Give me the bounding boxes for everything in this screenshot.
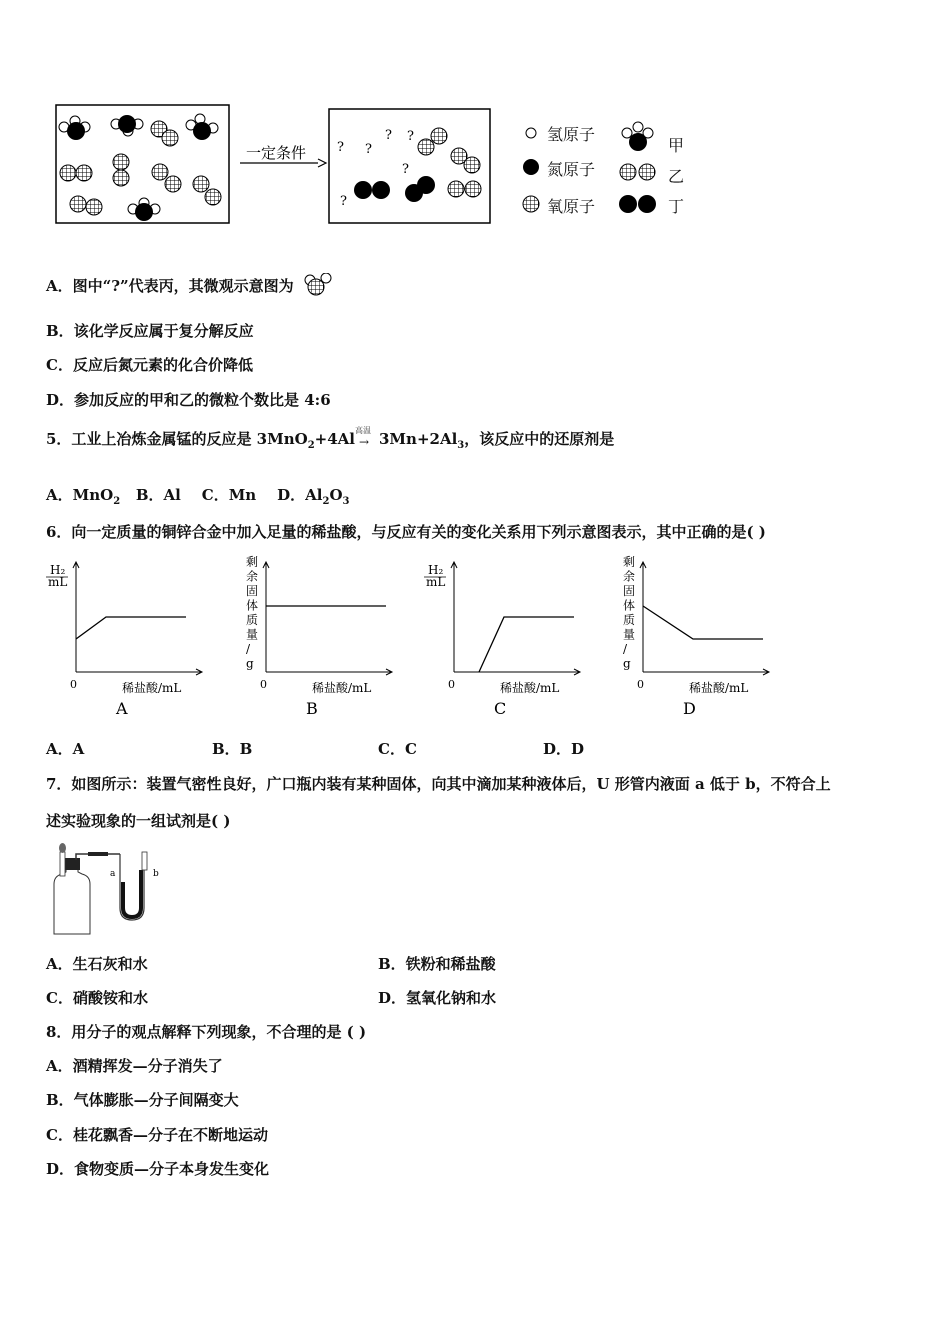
y-axis-label: H₂ mL xyxy=(426,563,446,589)
yi-molecule xyxy=(451,148,480,173)
origin-label: 0 xyxy=(637,678,644,691)
q6-charts xyxy=(40,552,780,722)
legend-ding: 丁 xyxy=(668,197,685,216)
q6-option-a: A．A xyxy=(46,740,85,758)
yi-molecule xyxy=(448,181,481,197)
dropper xyxy=(60,852,65,876)
yi-molecule xyxy=(70,196,102,215)
y-axis-label: 剩余固体质量/ g xyxy=(246,555,259,671)
q8-option-d: D．食物变质—分子本身发生变化 xyxy=(46,1160,270,1178)
data-line xyxy=(76,617,186,639)
q8-option-c: C．桂花飘香—分子在不断地运动 xyxy=(46,1126,268,1144)
q6-option-c: C．C xyxy=(378,740,417,758)
ding-molecule xyxy=(405,176,435,202)
yi-molecule xyxy=(113,154,129,186)
legend-oxygen: 氧原子 xyxy=(547,197,596,216)
oxygen-atom-legend xyxy=(523,196,539,212)
reaction-diagram xyxy=(50,100,700,230)
q7-option-b: B．铁粉和稀盐酸 xyxy=(378,955,496,973)
reaction-arrow-icon: → xyxy=(359,435,370,449)
q7-option-d: D．氢氧化钠和水 xyxy=(378,989,497,1007)
q8-option-a: A．酒精挥发—分子消失了 xyxy=(46,1057,223,1075)
q7-option-c: C．硝酸铵和水 xyxy=(46,989,148,1007)
nitrogen-atom-legend xyxy=(523,159,539,175)
dropper-bulb xyxy=(59,843,66,853)
yi-molecule xyxy=(60,165,92,181)
chart-title: A xyxy=(116,699,128,718)
jia-molecule xyxy=(111,115,143,136)
label-b: b xyxy=(153,869,159,879)
chart-title: D xyxy=(683,699,696,718)
y-axis-label: 剩余固体质量/ g xyxy=(623,555,636,671)
unknown-mark: ? xyxy=(407,129,414,144)
q7-stem-line2: 述实验现象的一组试剂是( ) xyxy=(46,812,231,830)
data-line xyxy=(479,617,574,672)
q5-option-b: B．Al xyxy=(135,486,181,504)
flask xyxy=(54,866,90,934)
q5-options xyxy=(46,484,349,507)
data-line xyxy=(643,606,763,639)
u-tube-liquid xyxy=(123,870,141,917)
label-a: a xyxy=(110,869,116,879)
q6-stem: 6．向一定质量的铜锌合金中加入足量的稀盐酸，与反应有关的变化关系用下列示意图表示，其中正确的是( ) xyxy=(46,523,766,541)
jia-molecule xyxy=(59,116,90,140)
hydrogen-atom-legend xyxy=(526,128,536,138)
q6-option-d: D．D xyxy=(543,740,585,758)
q6-option-b: B．B xyxy=(212,740,253,758)
q4-option-a: A．图中“?”代表丙，其微观示意图为 xyxy=(46,273,335,297)
origin-label: 0 xyxy=(448,678,455,691)
yi-molecule xyxy=(418,128,447,155)
q7-stem-line1: 7．如图所示：装置气密性良好，广口瓶内装有某种固体，向其中滴加某种液体后，U 形管内液面 a 低于 b，不符合上 xyxy=(46,775,831,793)
q8-option-b: B．气体膨胀—分子间隔变大 xyxy=(46,1091,239,1109)
origin-label: 0 xyxy=(260,678,267,691)
q5-option-c: C．Mn xyxy=(201,486,257,504)
q4-option-d: D．参加反应的甲和乙的微粒个数比是 4:6 xyxy=(46,391,331,409)
chart-title: B xyxy=(306,699,318,718)
y-axis-label: H₂ mL xyxy=(48,563,68,589)
ding-legend-molecule xyxy=(619,195,656,213)
chart-title: C xyxy=(494,699,507,718)
x-axis-label: 稀盐酸/mL xyxy=(689,681,749,695)
condition-label: 高温 xyxy=(355,426,371,435)
jia-molecule xyxy=(186,114,218,140)
q4-option-c: C．反应后氮元素的化合价降低 xyxy=(46,356,253,374)
legend-hydrogen: 氢原子 xyxy=(547,125,596,144)
x-axis-label: 稀盐酸/mL xyxy=(312,681,372,695)
jia-molecule xyxy=(128,198,160,221)
ding-molecule xyxy=(354,181,390,199)
yi-molecule xyxy=(151,121,178,146)
x-axis-label: 稀盐酸/mL xyxy=(122,681,182,695)
apparatus-diagram xyxy=(44,842,174,940)
unknown-mark: ? xyxy=(385,128,392,143)
jia-legend-molecule xyxy=(622,122,653,151)
yi-molecule xyxy=(152,164,181,192)
unknown-mark: ? xyxy=(340,194,347,209)
bing-molecule-icon xyxy=(299,273,335,297)
arrow-label: 一定条件 xyxy=(246,144,307,162)
q5-stem: 5．工业上冶炼金属锰的反应是 3MnO$_2$+4Al 高温 → $3Mn+2Al_3$，该反应中的还原剂是 xyxy=(46,426,615,451)
q8-stem: 8．用分子的观点解释下列现象，不合理的是 ( ) xyxy=(46,1023,367,1041)
legend-yi: 乙 xyxy=(668,167,685,186)
yi-molecule xyxy=(193,176,221,205)
origin-label: 0 xyxy=(70,678,77,691)
q7-option-a: A．生石灰和水 xyxy=(46,955,148,973)
q5-option-a: A．MnO$_2$ xyxy=(46,486,121,507)
q4-figure xyxy=(50,100,700,230)
yi-legend-molecule xyxy=(620,164,655,180)
stopper xyxy=(64,858,80,870)
unknown-mark: ? xyxy=(365,142,372,157)
unknown-mark: ? xyxy=(337,140,344,155)
legend-jia: 甲 xyxy=(668,136,685,155)
q5-option-d: D．$Al_2O_3$ xyxy=(277,486,350,507)
unknown-mark: ? xyxy=(402,162,409,177)
x-axis-label: 稀盐酸/mL xyxy=(500,681,560,695)
q4-option-b: B．该化学反应属于复分解反应 xyxy=(46,322,254,340)
legend-nitrogen: 氮原子 xyxy=(547,160,596,179)
q7-apparatus xyxy=(44,842,174,940)
